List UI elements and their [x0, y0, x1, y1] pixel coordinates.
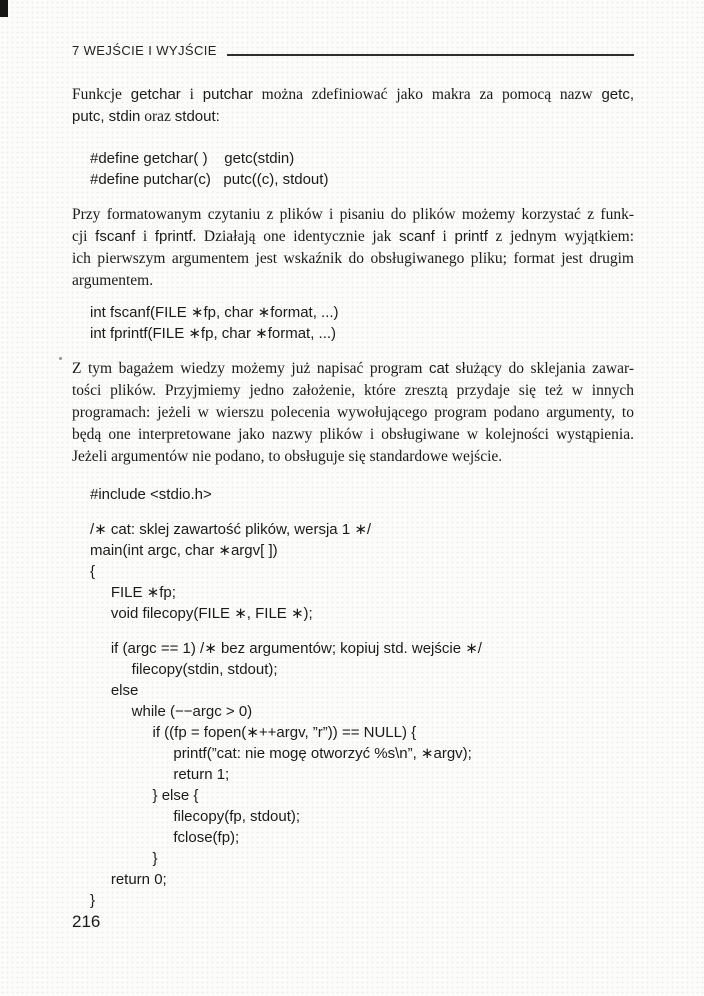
code-line: } else { — [90, 787, 199, 804]
text-line — [72, 84, 634, 106]
inline-code: scanf — [399, 228, 435, 245]
text-line — [72, 204, 634, 226]
text-line — [72, 402, 634, 424]
paragraph — [72, 84, 634, 128]
scan-stray-dot — [59, 357, 62, 360]
code-line: int fprintf(FILE ∗fp, char ∗format, ...) — [90, 325, 337, 342]
text-segment: służący do sklejania zawar- — [448, 360, 634, 377]
scan-artifact-mark — [0, 0, 8, 17]
inline-code: printf — [454, 228, 488, 245]
text-line — [72, 424, 634, 446]
define-macros-code-block — [90, 148, 634, 190]
text-segment: . Działają one identycznie jak — [192, 228, 399, 245]
inline-code: fscanf — [95, 228, 136, 245]
code-line: FILE ∗fp; — [90, 584, 176, 601]
code-line: fclose(fp); — [90, 829, 240, 846]
text-column — [72, 40, 634, 911]
code-line: while (−−argc > 0) — [90, 703, 253, 720]
text-line — [72, 270, 634, 292]
code-line: #define putchar(c) putc((c), stdout) — [90, 171, 329, 188]
text-line — [72, 106, 634, 128]
text-line — [72, 248, 634, 270]
inline-code: cat — [428, 360, 449, 377]
text-segment: Jeżeli argumentów nie podano, to obsługuje się standardowe wejście. — [72, 448, 503, 465]
code-line: filecopy(fp, stdout); — [90, 808, 301, 825]
page-number: 216 — [72, 912, 101, 931]
chapter-header-title: 7 WEJŚCIE I WYJŚCIE — [72, 43, 217, 58]
text-segment: ich pierwszym argumentem jest wskaźnik do obsługiwanego pliku; format jest drugim — [72, 250, 634, 267]
text-segment: Funkcje — [72, 86, 131, 103]
page-content — [72, 84, 634, 911]
text-segment: będą one interpretowane jako nazwy plików i obsługiwane w kolejności wystąpienia. — [72, 426, 634, 443]
code-line: else — [90, 682, 139, 699]
text-segment: i — [135, 228, 155, 245]
fscanf-fprintf-code-block — [90, 302, 634, 344]
inline-code: getc, — [601, 86, 634, 103]
code-line: #include <stdio.h> — [90, 486, 212, 503]
text-segment: można zdefiniować jako makra za pomocą nazw — [252, 86, 602, 103]
code-line: void filecopy(FILE ∗, FILE ∗); — [90, 605, 313, 622]
code-line: /∗ cat: sklej zawartość plików, wersja 1 ∗/ — [90, 521, 372, 538]
text-segment: i — [180, 86, 203, 103]
paragraph — [72, 358, 634, 468]
cat-program-code-block — [90, 484, 634, 911]
code-line: filecopy(stdin, stdout); — [90, 661, 278, 678]
text-line — [72, 446, 634, 468]
text-segment: Z tym bagażem wiedzy możemy już napisać program — [72, 360, 429, 377]
paragraph — [72, 204, 634, 292]
code-line — [90, 624, 634, 638]
code-line: if ((fp = fopen(∗++argv, ”r”)) == NULL) { — [90, 724, 417, 741]
text-segment: z jednym wyjątkiem: — [487, 228, 634, 245]
running-header — [72, 40, 634, 58]
code-line: if (argc == 1) /∗ bez argumentów; kopiuj std. wejście ∗/ — [90, 640, 482, 657]
code-line — [90, 505, 634, 519]
code-line: } — [90, 850, 158, 867]
inline-code: getchar — [130, 86, 181, 103]
inline-code: putc, stdin — [72, 108, 141, 125]
code-line: printf(”cat: nie mogę otworzyć %s\n”, ∗argv); — [90, 745, 472, 762]
text-line — [72, 226, 634, 248]
text-segment: cji — [72, 228, 96, 245]
text-segment: i — [434, 228, 455, 245]
header-rule — [227, 54, 634, 56]
code-line: #define getchar( ) getc(stdin) — [90, 150, 295, 167]
code-line: return 0; — [90, 871, 167, 888]
text-segment: Przy formatowanym czytaniu z plików i pisaniu do plików możemy korzystać z funk- — [72, 206, 634, 223]
code-line: main(int argc, char ∗argv[ ]) — [90, 542, 278, 559]
code-line: } — [90, 892, 96, 909]
text-segment: tości plików. Przyjmiemy jedno założenie, które zresztą przydaje się też w innych — [72, 382, 634, 399]
code-line: { — [90, 563, 96, 580]
inline-code: fprintf — [154, 228, 193, 245]
text-segment: programach: jeżeli w wierszu polecenia wywołującego program podano argumenty, to — [72, 404, 634, 421]
code-line: return 1; — [90, 766, 230, 783]
code-line: int fscanf(FILE ∗fp, char ∗format, ...) — [90, 304, 339, 321]
text-line — [72, 380, 634, 402]
inline-code: stdout: — [174, 108, 220, 125]
text-line — [72, 358, 634, 380]
text-segment: argumentem. — [72, 272, 154, 289]
inline-code: putchar — [202, 86, 253, 103]
text-segment: oraz — [140, 108, 175, 125]
